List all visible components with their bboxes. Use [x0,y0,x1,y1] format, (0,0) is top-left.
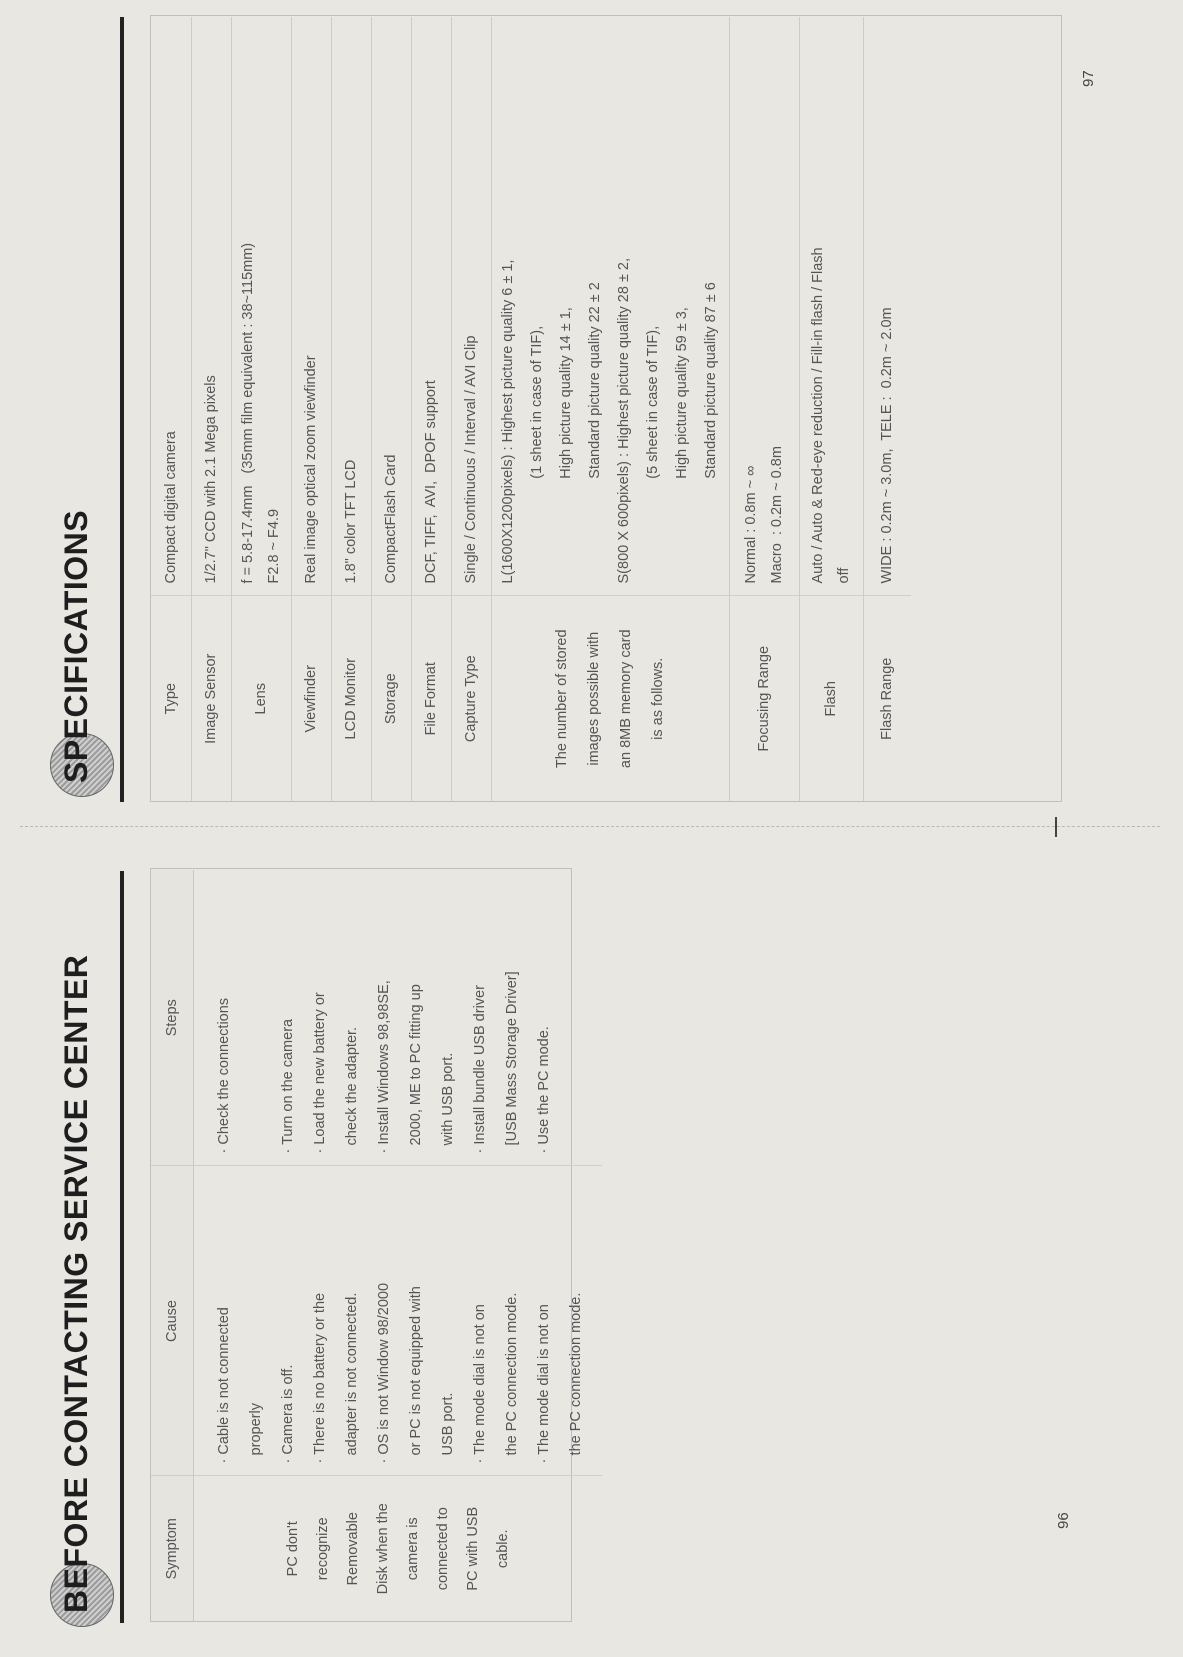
left-heading [58,907,98,1627]
steps-cell: · Check the connections · Turn on the camera · Load the new battery or check the adapter. · Install Windows 98,98SE, 2000, ME to PC fitting up with USB port. · Install bundle USB driver [USB Mass Storage Driver] · Use the PC mode. [194,870,603,1166]
spec-value: Single / Continuous / Interval / AVI Clip [451,17,491,596]
left-page-title: BEFORE CONTACTING SERVICE CENTER [58,954,94,1613]
spec-value: Normal : 0.8m ~ ∞ Macro : 0.2m ~ 0.8m [729,17,799,596]
spec-value: Auto / Auto & Red-eye reduction / Fill-in flash / Flash off [799,17,863,596]
spec-value: CompactFlash Card [371,17,411,596]
spec-row [411,17,451,801]
spec-row [231,17,291,801]
spec-row [451,17,491,801]
spec-label: Storage [371,596,411,801]
spec-value: Real image optical zoom viewfinder [291,17,331,596]
spec-row [151,17,191,801]
spec-value: Compact digital camera [151,17,191,596]
spec-value: 1.8" color TFT LCD [331,17,371,596]
right-heading-rule [120,17,124,802]
spec-label: Viewfinder [291,596,331,801]
spec-row [863,17,911,801]
spec-value: DCF, TIFF, AVI, DPOF support [411,17,451,596]
right-heading [58,397,98,797]
spec-value: L(1600X1200pixels) : Highest picture quality 6 ± 1, (1 sheet in case of TIF), High picture quality 14 ± 1, Standard picture quality 22 ± 2 S(800 X 600pixels) : Highest picture quality 28 ± 2, (5 sheet in case of TIF), High picture quality 59 ± 3, Standard picture quality 87 ± 6 [491,17,729,596]
troubleshooting-table [151,870,602,1621]
spec-label: Flash [799,596,863,801]
spec-row [291,17,331,801]
spec-row [191,17,231,801]
spec-row [331,17,371,801]
spread-underline [1055,817,1057,837]
spec-label: The number of stored images possible with an 8MB memory card is as follows. [491,596,729,801]
spec-row [799,17,863,801]
spec-value: 1/2.7" CCD with 2.1 Mega pixels [191,17,231,596]
spec-label: Capture Type [451,596,491,801]
spec-row [491,17,729,801]
spec-label: Lens [231,596,291,801]
symptom-header: Symptom [151,1476,194,1621]
symptom-cell: PC don't recognize Removable Disk when the camera is connected to PC with USB cable. [194,1476,603,1621]
steps-header: Steps [151,870,194,1166]
spec-value: f = 5.8-17.4mm (35mm film equivalent : 38~115mm) F2.8 ~ F4.9 [231,17,291,596]
right-page-number: 97 [1080,70,1097,87]
spec-value: WIDE : 0.2m ~ 3.0m, TELE : 0.2m ~ 2.0m [863,17,911,596]
right-page-title: SPECIFICATIONS [58,509,94,783]
cause-cell: · Cable is not connected properly · Camera is off. · There is no battery or the adapter is not connected. · OS is not Window 98/2000 or PC is not equipped with USB port. · The mode dial is not on the PC connection mode. · The mode dial is not on the PC connection mode. [194,1166,603,1476]
spec-label: Image Sensor [191,596,231,801]
spec-label: File Format [411,596,451,801]
left-heading-rule [120,871,124,1623]
spec-label: Flash Range [863,596,911,801]
spec-row [729,17,799,801]
cause-header: Cause [151,1166,194,1476]
spec-label: Focusing Range [729,596,799,801]
spec-row [371,17,411,801]
page-divider [20,826,1160,827]
spec-label: Type [162,683,179,715]
specifications-table [151,17,911,801]
left-page-number: 96 [1055,1512,1072,1529]
spec-label: LCD Monitor [331,596,371,801]
